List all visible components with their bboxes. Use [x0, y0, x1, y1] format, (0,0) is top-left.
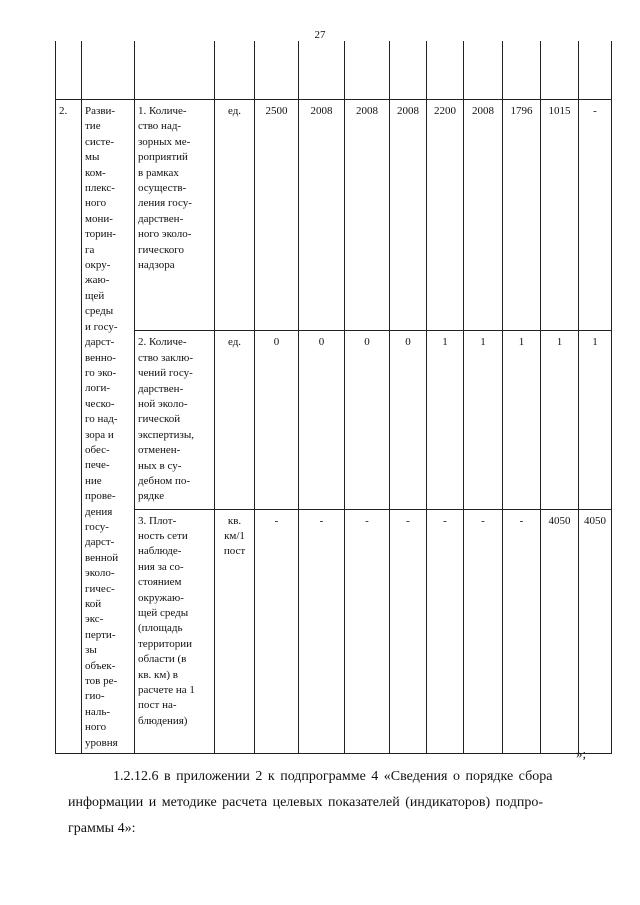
value-cell: 1 [427, 331, 464, 509]
text-line: стоянием [138, 576, 182, 589]
page-number: 27 [314, 29, 326, 41]
text-line: систе- [85, 135, 115, 148]
text-line: кв. км) в [138, 668, 178, 681]
value-cell: 2008 [464, 100, 503, 331]
text-line: госу- [85, 520, 109, 533]
text-line: мы [85, 151, 100, 164]
text-line: мони- [85, 212, 113, 225]
text-line: эколо- [85, 567, 115, 580]
text-line: зорных ме- [138, 135, 191, 148]
value-cell: 0 [299, 331, 345, 509]
text-line: пост на- [138, 699, 177, 712]
text-line: щей среды [138, 607, 189, 620]
text-line: дарствен- [138, 212, 184, 225]
body-paragraph [68, 764, 613, 842]
text-line: гического [138, 243, 184, 256]
text-line: Разви- [85, 105, 116, 117]
paragraph-line: граммы 4»: [68, 821, 136, 836]
text-line: ед. [227, 105, 242, 117]
text-line: ство заклю- [138, 351, 193, 364]
paragraph-line: 1.2.12.6 в приложении 2 к подпрограмме 4 «Сведения о порядке сбора [113, 769, 553, 784]
value-cell: - [255, 509, 299, 753]
text-line: плекс- [85, 182, 115, 195]
text-line: пост [223, 545, 246, 558]
value-cell: 1796 [503, 100, 541, 331]
text-line: среды [85, 305, 114, 318]
text-line: дарствен- [138, 382, 184, 395]
text-line: дения [85, 505, 113, 518]
value-cell: 2008 [299, 100, 345, 331]
text-line: наблюде- [138, 545, 182, 558]
value-cell: - [503, 509, 541, 753]
text-line: чений госу- [138, 367, 193, 380]
value-cell: - [579, 100, 612, 331]
text-line: 2. Количе- [138, 336, 187, 349]
row-number: 2. [56, 100, 82, 754]
value-cell: 2500 [255, 100, 299, 331]
header-continuation-row [56, 41, 612, 100]
text-line: объек- [85, 659, 116, 672]
indicator-name [135, 331, 215, 509]
text-line: зора и [85, 428, 114, 441]
text-line: ность сети [138, 530, 188, 542]
text-line: 1. Количе- [138, 105, 187, 117]
text-line: ного [85, 721, 107, 734]
indicator-name [135, 509, 215, 753]
text-line: области (в [138, 653, 187, 666]
text-line: рядке [138, 490, 165, 503]
closing-quote: »; [576, 746, 587, 761]
value-cell: 1 [503, 331, 541, 509]
text-line: го эко- [85, 366, 117, 379]
text-line: прове- [85, 490, 116, 503]
value-cell: 1 [541, 331, 579, 509]
value-cell: 0 [345, 331, 390, 509]
text-line: ния за со- [138, 560, 184, 573]
text-line: зы [85, 644, 97, 657]
value-cell: 2200 [427, 100, 464, 331]
text-line: дарст- [85, 536, 115, 549]
text-line: экспертизы, [138, 428, 194, 441]
text-line: торин- [85, 228, 117, 241]
text-line: окружаю- [138, 591, 184, 604]
table-row [56, 331, 612, 509]
value-cell: - [299, 509, 345, 753]
indicator-name [135, 100, 215, 331]
paragraph-line: информации и методике расчета целевых показателей (индикаторов) подпро- [68, 795, 543, 810]
text-line: ных в су- [138, 459, 182, 472]
text-line: и госу- [85, 320, 118, 333]
text-line: пече- [85, 459, 110, 472]
text-line: надзора [138, 259, 175, 272]
value-cell: - [390, 509, 427, 753]
text-line: роприятий [138, 151, 188, 164]
text-line: расчете на 1 [138, 684, 195, 697]
text-line: территории [138, 637, 193, 650]
table-row [56, 100, 612, 331]
text-line: экс- [85, 613, 104, 626]
text-line: тие [85, 120, 101, 133]
text-line: ления госу- [138, 197, 192, 210]
value-cell: 1 [464, 331, 503, 509]
text-line: (площадь [138, 622, 183, 635]
text-line: обес- [85, 443, 110, 456]
text-line: блюдения) [138, 714, 188, 727]
value-cell: 1015 [541, 100, 579, 331]
text-line: отменен- [138, 444, 181, 457]
text-line: в рамках [138, 166, 179, 179]
indicators-table [55, 41, 612, 754]
text-line: гичес- [85, 582, 115, 595]
indicator-unit [215, 100, 255, 331]
value-cell: 2008 [390, 100, 427, 331]
text-line: окру- [85, 259, 111, 272]
text-line: кв. [227, 514, 242, 527]
value-cell: - [427, 509, 464, 753]
text-line: гической [138, 413, 181, 426]
text-line: 3. Плот- [138, 514, 177, 527]
text-line: дарст- [85, 336, 115, 349]
text-line: тов ре- [85, 675, 118, 688]
value-cell: 0 [255, 331, 299, 509]
text-line: ство над- [138, 120, 182, 133]
value-cell: 4050 [579, 509, 612, 753]
text-line: ние [85, 474, 102, 487]
indicator-unit [215, 331, 255, 509]
text-line: ного эколо- [138, 228, 192, 241]
text-line: уровня [85, 736, 118, 749]
text-line: осуществ- [138, 182, 187, 195]
text-line: ческо- [85, 397, 115, 410]
text-line: жаю- [85, 274, 110, 287]
value-cell: - [464, 509, 503, 753]
value-cell: 4050 [541, 509, 579, 753]
text-line: щей [85, 289, 105, 302]
text-line: ед. [227, 336, 242, 349]
value-cell: 2008 [345, 100, 390, 331]
subprogram-task-name [82, 100, 135, 754]
text-line: наль- [85, 705, 111, 718]
value-cell: 0 [390, 331, 427, 509]
text-line: перти- [85, 628, 116, 641]
text-line: логи- [85, 382, 111, 395]
text-line: кой [85, 598, 102, 610]
text-line: венной [85, 551, 119, 564]
table-row [56, 509, 612, 753]
text-line: км/1 [224, 530, 245, 542]
text-line: гио- [85, 690, 105, 703]
text-line: ного [85, 197, 107, 210]
value-cell: 1 [579, 331, 612, 509]
text-line: го над- [85, 413, 118, 426]
text-line: венно- [85, 351, 116, 364]
indicator-unit [215, 509, 255, 753]
text-line: ной эколо- [138, 397, 188, 410]
text-line: дебном по- [138, 474, 191, 487]
text-line: ком- [85, 166, 106, 179]
text-line: га [85, 243, 95, 256]
value-cell: - [345, 509, 390, 753]
